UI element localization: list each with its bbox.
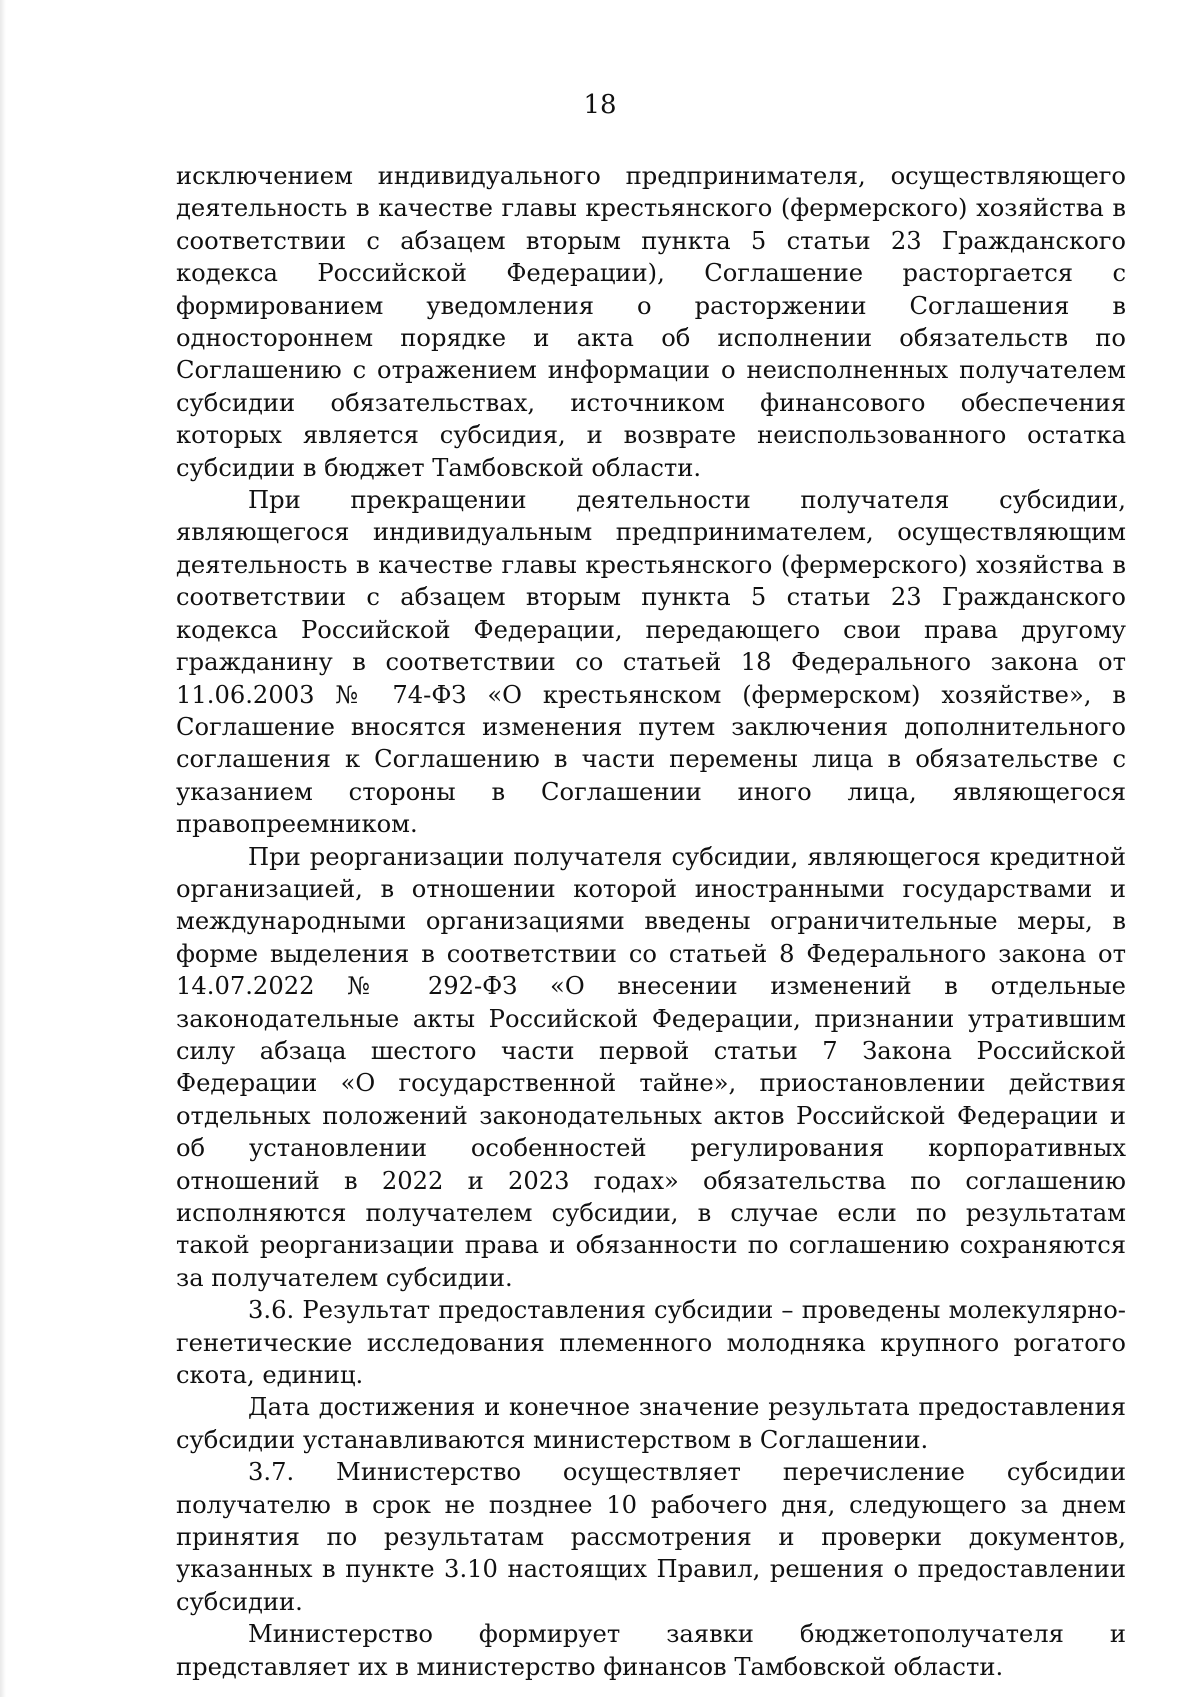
paragraph-continuation: исключением индивидуального предпринимателя, осуществляющего деятельность в качестве главы крестьянского (фермерского) хозяйства в соответствии с абзацем вторым пункта 5 статьи 23 Гражданского кодекса Российской Федерации), Соглашение расторгается с формированием уведомления о расторжении Соглашения в одностороннем порядке и акта об исполнении обязательств по Соглашению с отражением информации о неисполненных получателем субсидии обязательствах, источником финансового обеспечения которых является субсидия, и возврате неиспользованного остатка субсидии в бюджет Тамбовской области. [176,162,1126,482]
paragraph-termination-ip: При прекращении деятельности получателя субсидии, являющегося индивидуальным предпринимателем, осуществляющим деятельность в качестве главы крестьянского (фермерского) хозяйства в соответствии с абзацем вторым пункта 5 статьи 23 Гражданского кодекса Российской Федерации, передающего свои права другому гражданину в соответствии со статьей 18 Федерального закона от 11.06.2003 № 74-ФЗ «О крестьянском (фермерском) хозяйстве», в Соглашение вносятся изменения путем заключения дополнительного соглашения к Соглашению в части перемены лица в обязательстве с указанием стороны в Соглашении иного лица, являющегося правопреемником. [176,486,1126,839]
document-body [176,160,1126,1683]
paragraph-3-7-transfer: 3.7. Министерство осуществляет перечисление субсидии получателю в срок не позднее 10 рабочего дня, следующего за днем принятия по результатам рассмотрения и проверки документов, указанных в пункте 3.10 настоящих Правил, решения о предоставлении субсидии. [176,1458,1126,1616]
paragraph-3-6-result: 3.6. Результат предоставления субсидии – проведены молекулярно-генетические исследования племенного молодняка крупного рогатого скота, единиц. [176,1296,1126,1390]
page-number: 18 [583,90,617,120]
paragraph-budget-requests: Министерство формирует заявки бюджетополучателя и представляет их в министерство финансов Тамбовской области. [176,1620,1126,1681]
paragraph-result-date: Дата достижения и конечное значение результата предоставления субсидии устанавливаются министерством в Соглашении. [176,1393,1126,1454]
scan-edge [0,0,6,1697]
paragraph-reorganization: При реорганизации получателя субсидии, являющегося кредитной организацией, в отношении которой иностранными государствами и международными организациями введены ограничительные меры, в форме выделения в соответствии со статьей 8 Федерального закона от 14.07.2022 № 292-ФЗ «О внесении изменений в отдельные законодательные акты Российской Федерации, признании утратившим силу абзаца шестого части первой статьи 7 Закона Российской Федерации «О государственной тайне», приостановлении действия отдельных положений законодательных актов Российской Федерации и об установлении особенностей регулирования корпоративных отношений в 2022 и 2023 годах» обязательства по соглашению исполняются получателем субсидии, в случае если по результатам такой реорганизации права и обязанности по соглашению сохраняются за получателем субсидии. [176,842,1126,1292]
